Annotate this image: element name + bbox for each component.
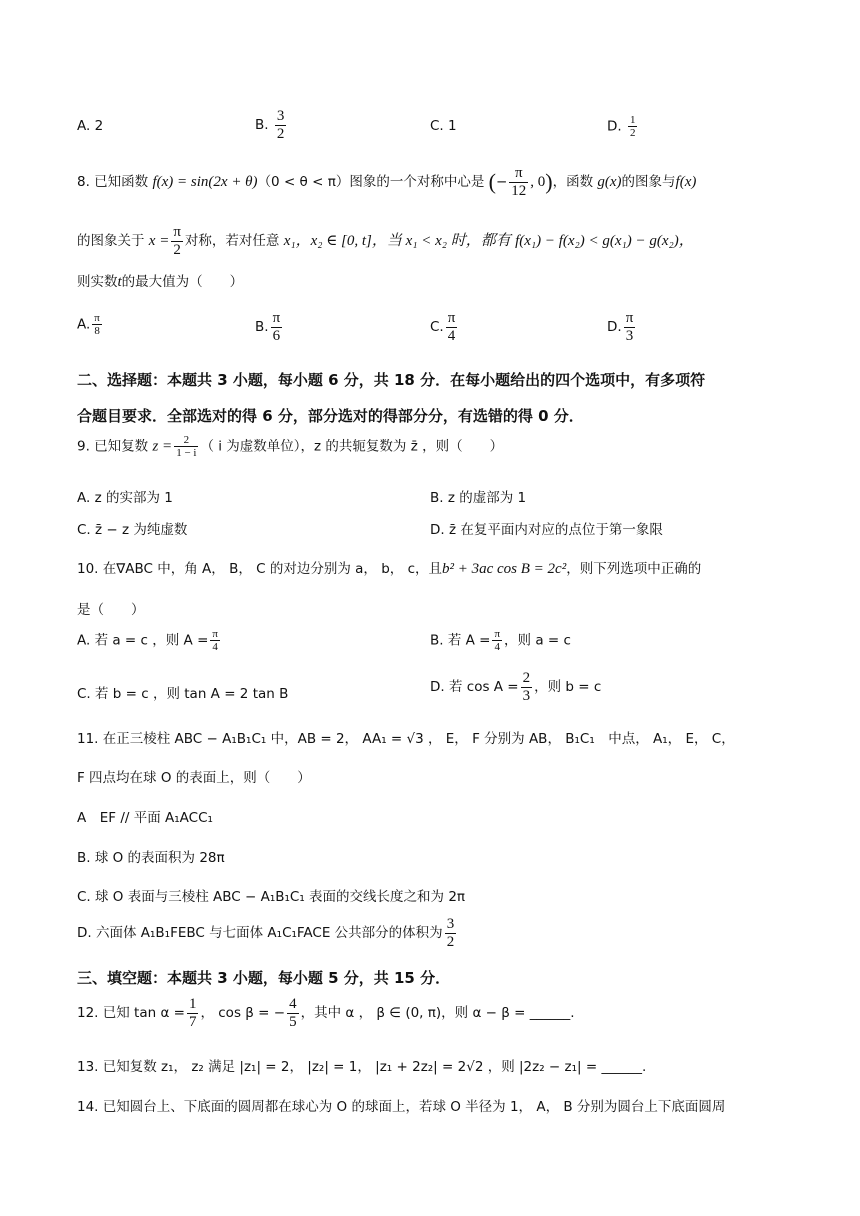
q11-stem-line2: F 四点均在球 O 的表面上，则（ ）	[77, 770, 311, 786]
q8-line3: 则实数t的最大值为（ ）	[77, 274, 244, 290]
q11-option-a: A EF // 平面 A₁ACC₁	[77, 810, 213, 826]
q11-option-d: D. 六面体 A₁B₁FEBC 与七面体 A₁C₁FACE 公共部分的体积为 $\frac{3}{2}$	[77, 916, 455, 950]
q8-line2: 的图象关于 x = $\frac{\pi}{2}$ 对称，若对任意 x₁，x₂ ∈ [0, t]，当 x₁ < x₂ 时，都有 f(x₁) − f(x₂) < g(x₁) − g(x₂)，	[77, 224, 694, 258]
section2-heading-line1: 二、选择题：本题共 3 小题，每小题 6 分，共 18 分．在每小题给出的四个选项中，有多项符	[77, 371, 706, 389]
q14-stem: 14. 已知圆台上、下底面的圆周都在球心为 O 的球面上，若球 O 半径为 1， A， B 分别为圆台上下底面圆周	[77, 1099, 726, 1115]
q8-option-b: B. $\frac{\pi}{6}$	[255, 310, 281, 344]
section3-heading: 三、填空题：本题共 3 小题，每小题 5 分，共 15 分．	[77, 969, 451, 987]
q13-stem: 13. 已知复数 z₁， z₂ 满足 |z₁| = 2， |z₂| = 1， |z₁ + 2z₂| = 2√2 ，则 |2z₂ − z₁| = ______.	[77, 1059, 647, 1075]
q10-option-d: D. 若 cos A = $\frac{2}{3}$ ，则 b = c	[430, 670, 602, 704]
q9-option-b: B. z 的虚部为 1	[430, 490, 527, 506]
q11-option-c: C. 球 O 表面与三棱柱 ABC − A₁B₁C₁ 表面的交线长度之和为 2π	[77, 889, 466, 905]
q10-option-a: A. 若 a = c ，则 A = $\frac{\pi}{4}$	[77, 628, 218, 654]
q9-option-c: C. z̄ − z 为纯虚数	[77, 522, 188, 538]
q12-stem: 12. 已知 tan α = $\frac{1}{7}$ ， cos β = − $\frac{4}{5}$ ，其中 α ， β ∈ (0, π)，则 α − β = ______.	[77, 996, 575, 1030]
q7-option-b: B. $\frac{3}{2}$	[255, 108, 285, 142]
q11-option-b: B. 球 O 的表面积为 28π	[77, 850, 225, 866]
q10-stem-line1: 10. 在∇ABC 中，角 A， B， C 的对边分别为 a， b， c，且b² + 3ac cos B = 2c²，则下列选项中正确的	[77, 561, 702, 577]
q8-option-d: D. $\frac{\pi}{3}$	[607, 310, 634, 344]
q9-stem: 9. 已知复数 z = $\frac{2}{1 - i}$ （ i 为虚数单位），z 的共轭复数为 z̄ ，则（ ）	[77, 434, 504, 460]
q10-option-b: B. 若 A = $\frac{\pi}{4}$ ，则 a = c	[430, 628, 571, 654]
q10-stem-line2: 是（ ）	[77, 602, 145, 618]
q8-line1: 8. 已知函数 f(x) = sin(2x + θ)（0 < θ < π）图象的一个对称中心是 (− $\frac{\pi}{12}$ , 0)，函数 g(x)的图象与f(x)	[77, 165, 697, 199]
q10-option-c: C. 若 b = c ，则 tan A = 2 tan B	[77, 686, 289, 702]
q7-option-d: D. $\frac{1}{2}$	[607, 114, 636, 140]
q7-option-a: A. 2	[77, 118, 104, 134]
section2-heading-line2: 合题目要求．全部选对的得 6 分，部分选对的得部分分，有选错的得 0 分．	[77, 407, 584, 425]
q8-option-a: A. $\frac{\pi}{8}$	[77, 312, 100, 338]
q11-stem-line1: 11. 在正三棱柱 ABC − A₁B₁C₁ 中，AB = 2， AA₁ = √3 ， E， F 分别为 AB， B₁C₁ 中点， A₁， E， C，	[77, 731, 735, 747]
q8-option-c: C. $\frac{\pi}{4}$	[430, 310, 456, 344]
q7-option-c: C. 1	[430, 118, 457, 134]
q9-option-d: D. z̄ 在复平面内对应的点位于第一象限	[430, 522, 663, 538]
q9-option-a: A. z 的实部为 1	[77, 490, 173, 506]
